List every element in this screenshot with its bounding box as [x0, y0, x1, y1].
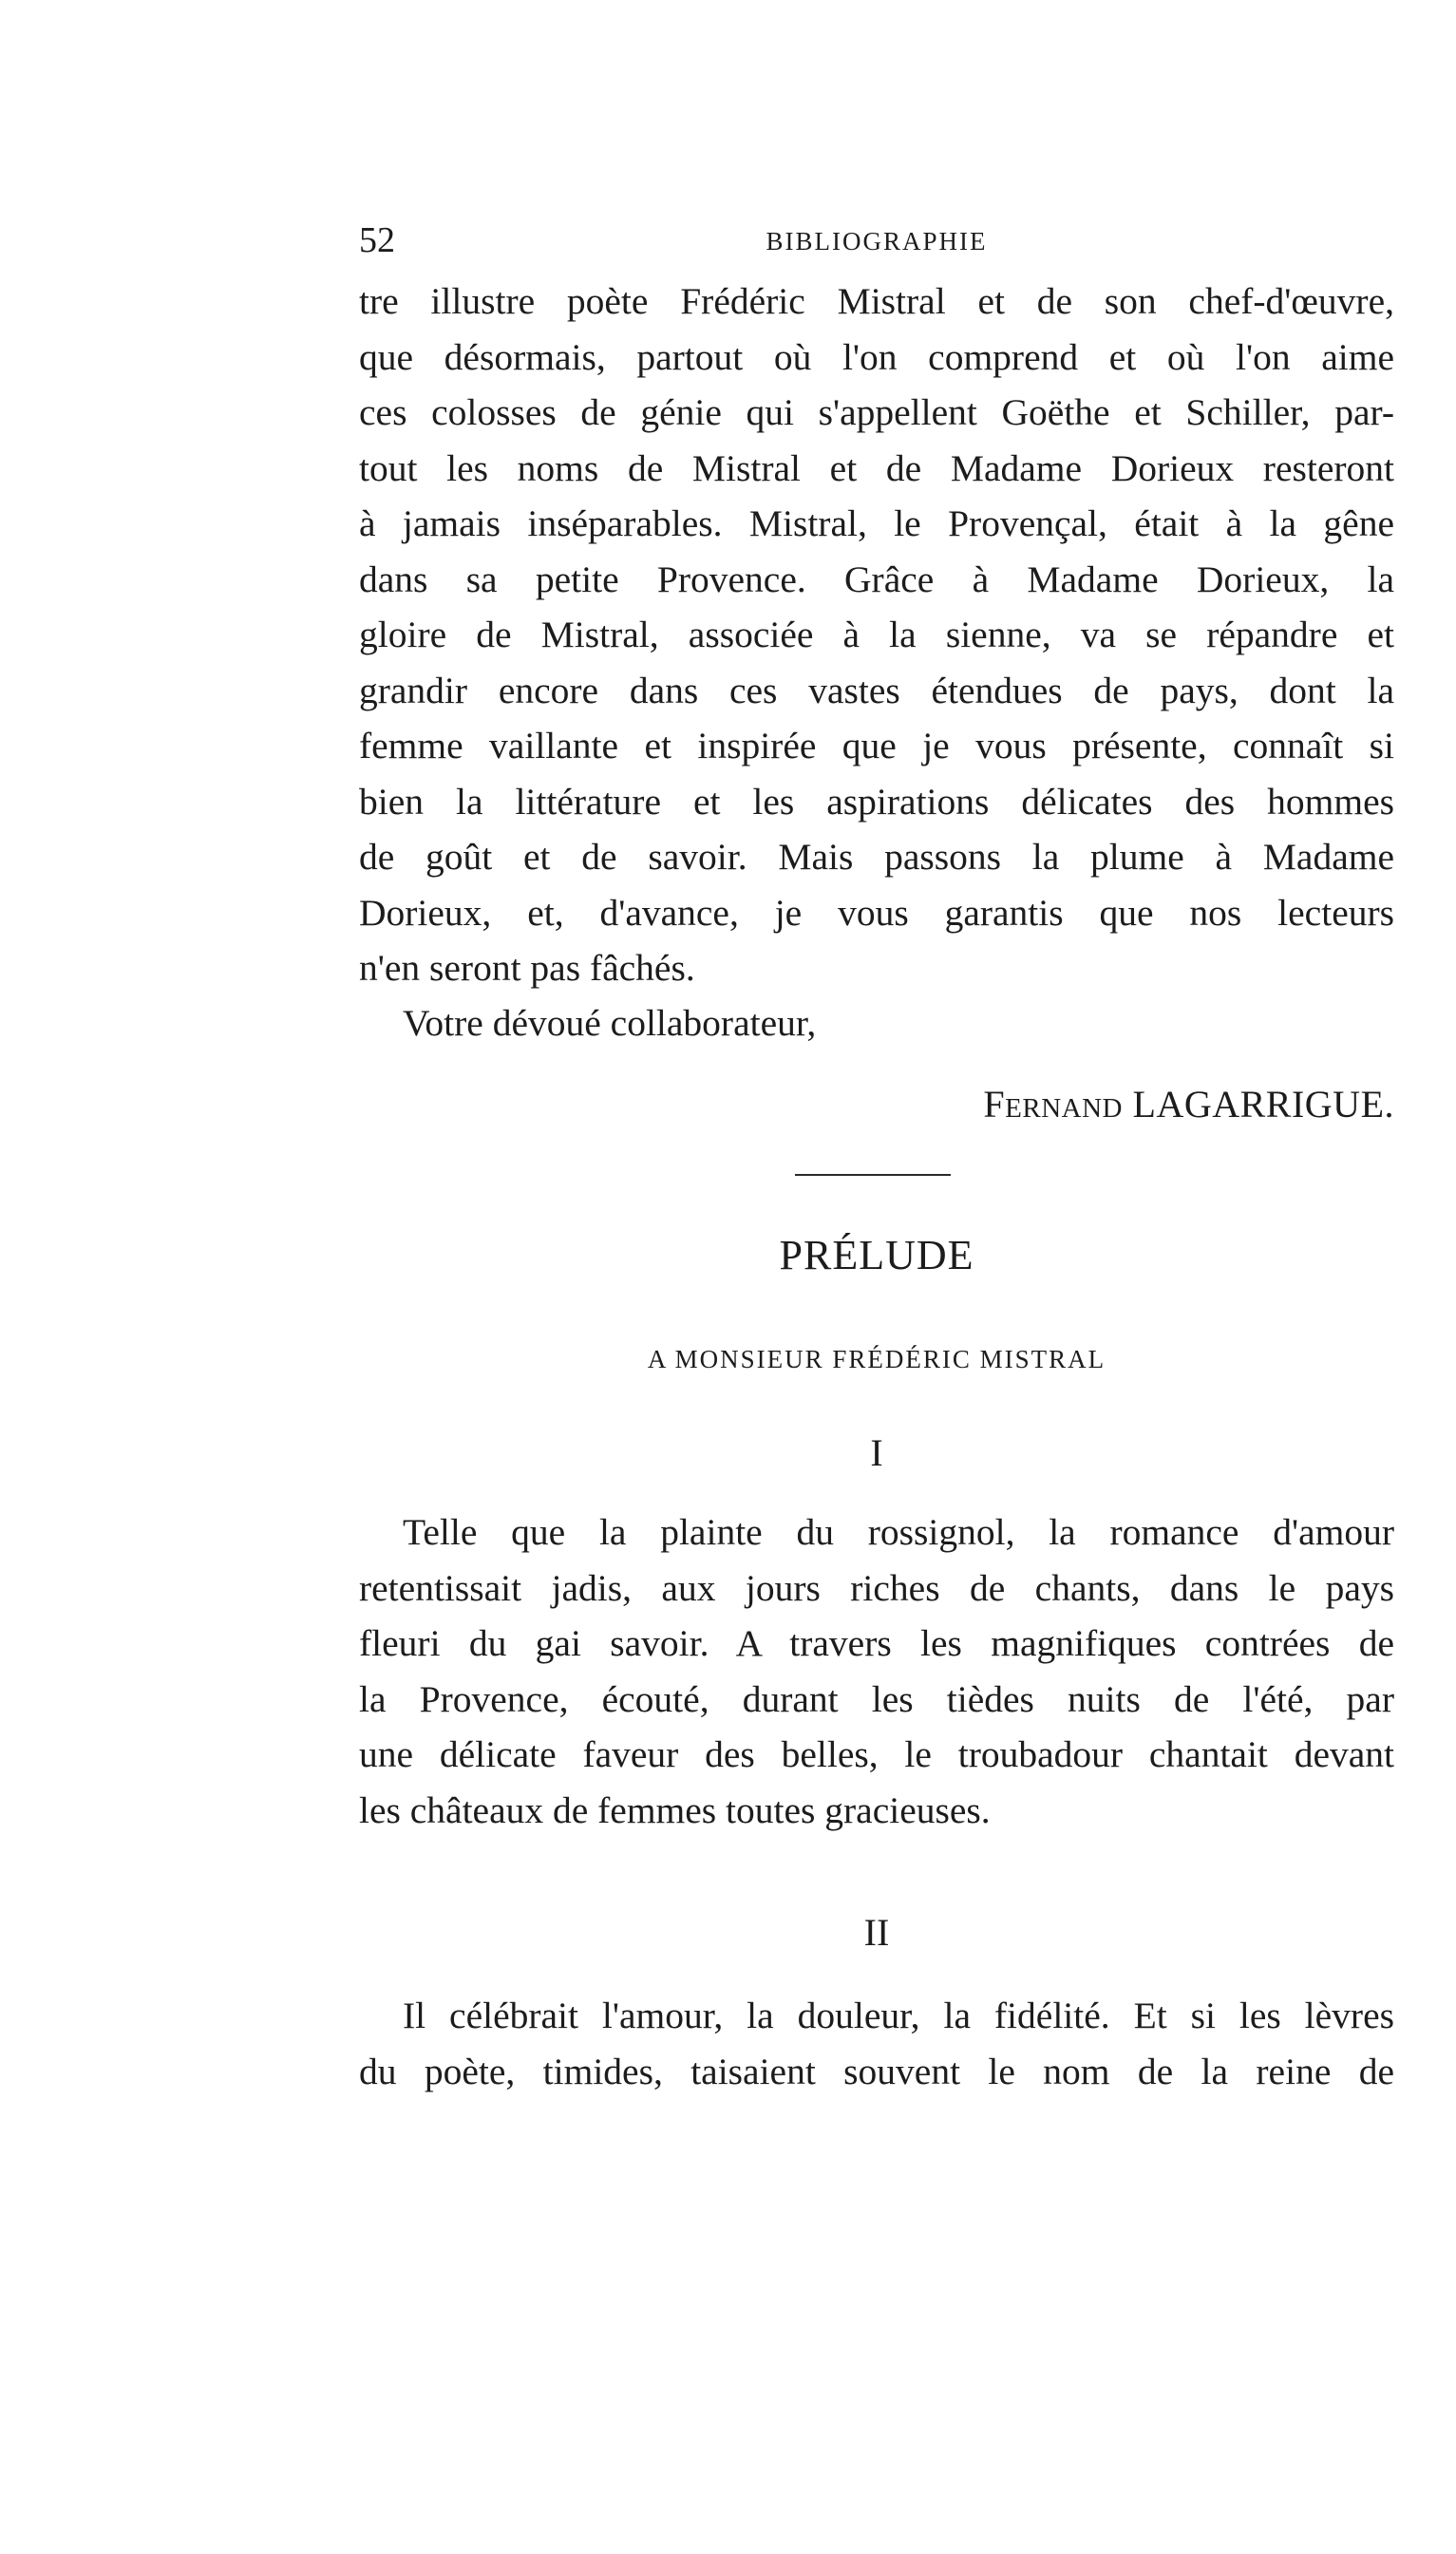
text-line: que désormais, partout où l'on comprend et où l'on aime — [359, 335, 1394, 378]
section-divider — [795, 1174, 951, 1176]
page-header — [359, 217, 1394, 264]
dedication: A MONSIEUR FRÉDÉRIC MISTRAL — [647, 1345, 1106, 1373]
page-number: 52 — [359, 220, 395, 260]
section-numeral: II — [863, 1911, 890, 1954]
text-line: de goût et de savoir. Mais passons la plume à Madame — [359, 836, 1394, 878]
text-line: du poète, timides, taisaient souvent le nom de la reine de — [359, 2050, 1394, 2092]
book-page — [359, 0, 1394, 2554]
text-line: grandir encore dans ces vastes étendues de pays, dont la — [359, 669, 1394, 711]
text-line: Il célébrait l'amour, la douleur, la fidélité. Et si les lèvres — [403, 1995, 1394, 2036]
signature-given-name: ERNAND — [1005, 1093, 1124, 1124]
text-line: les châteaux de femmes toutes gracieuses. — [359, 1788, 991, 1831]
signature-initial: F — [983, 1083, 1006, 1126]
text-line: gloire de Mistral, associée à la sienne, va se répandre et — [359, 614, 1394, 655]
stanza-paragraph — [359, 1504, 1394, 1838]
text-line: ces colosses de génie qui s'appellent Goëthe et Schiller, par- — [359, 391, 1394, 433]
text-line: une délicate faveur des belles, le troubadour chantait devant — [359, 1733, 1394, 1775]
text-line: à jamais inséparables. Mistral, le Provençal, était à la gêne — [359, 502, 1394, 544]
text-line: Dorieux, et, d'avance, je vous garantis que nos lecteurs — [359, 891, 1394, 934]
text-line: bien la littérature et les aspirations délicates des hommes — [359, 780, 1394, 823]
text-line: tout les noms de Mistral et de Madame Dorieux resteront — [359, 446, 1394, 489]
text-line: tre illustre poète Frédéric Mistral et de son chef-d'œuvre, — [359, 280, 1394, 322]
text-line: fleuri du gai savoir. A travers les magnifiques contrées de — [359, 1622, 1394, 1664]
section-title: PRÉLUDE — [779, 1232, 974, 1278]
running-head: BIBLIOGRAPHIE — [766, 227, 988, 255]
text-line: retentissait jadis, aux jours riches de chants, dans le pays — [359, 1566, 1394, 1609]
text-line: femme vaillante et inspirée que je vous présente, connaît si — [359, 725, 1394, 766]
section-numeral: I — [870, 1431, 883, 1474]
letter-closing: Votre dévoué collaborateur, — [403, 1002, 817, 1044]
text-line: n'en seront pas fâchés. — [359, 947, 695, 989]
text-line: Telle que la plainte du rossignol, la romance d'amour — [403, 1511, 1394, 1553]
text-line: dans sa petite Provence. Grâce à Madame Dorieux, la — [359, 558, 1394, 600]
signature-surname: LAGARRIGUE. — [1132, 1083, 1394, 1126]
text-line: la Provence, écouté, durant les tièdes nuits de l'été, par — [359, 1677, 1394, 1720]
signature — [983, 1076, 1394, 1137]
letter-paragraph — [359, 274, 1394, 996]
stanza-paragraph — [359, 1988, 1394, 2099]
